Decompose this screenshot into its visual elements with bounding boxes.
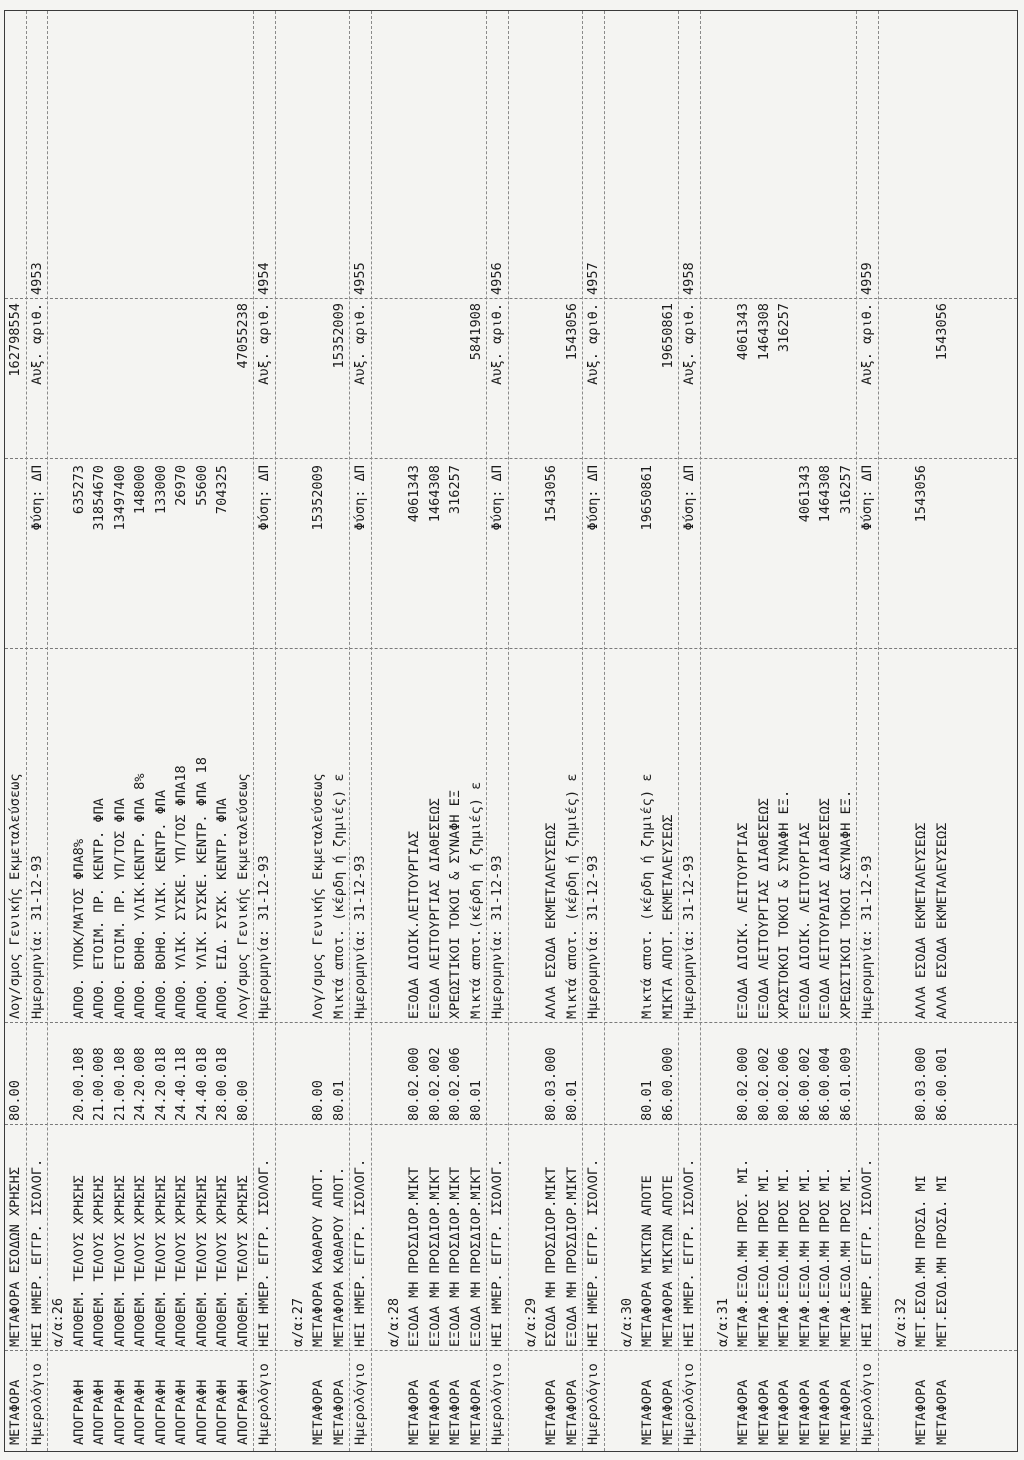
journal-row (486, 11, 509, 1451)
account-description: ΧΡΕΩΣΤΙΚΟΙ ΤΟΚΟΙ & ΣΥΝΑΦΗ ΕΞ (447, 789, 463, 1019)
entry-description: ΜΕΤΑΦ.ΕΞΟΔ.ΜΗ ΠΡΟΣ ΜΙ. (817, 1166, 833, 1347)
account-description: Μικτά αποτ. (κέρδη ή ζημιές) ε (639, 773, 655, 1019)
journal-increment-number: 4955 (352, 262, 368, 295)
ledger-line (192, 11, 213, 1451)
ledger-line (541, 11, 562, 1451)
ledger-line (212, 11, 233, 1451)
ledger-line (151, 11, 172, 1451)
debit-amount: 635273 (70, 465, 87, 515)
account-code: 24.40.118 (173, 1047, 189, 1121)
entry-description: ΜΕΤΑΦ.ΕΞΟΔ.ΜΗ ΠΡΟΣ ΜΙ. (837, 1166, 854, 1347)
entry-header (713, 11, 734, 1451)
entry-description: ΕΞΟΔΑ ΜΗ ΠΡΟΣΔΙΟΡ.ΜΙΚΤ (426, 1166, 443, 1347)
debit-amount: 1543056 (913, 465, 929, 523)
journal-label: Ημερολόγιο (489, 1363, 505, 1445)
debit-amount: 133000 (152, 465, 169, 515)
entry-type: ΜΕΤΑΦΟΡΑ (406, 1379, 422, 1445)
entry-type: ΜΕΤΑΦΟΡΑ (467, 1379, 484, 1445)
account-code: 80.02.006 (776, 1047, 792, 1121)
debit-amount: 4061343 (406, 465, 422, 523)
journal-nature: Φύση: ΔΠ (859, 465, 875, 531)
entry-gap (879, 11, 891, 1451)
entry-description: ΑΠΟΘΕΜ. ΤΕΛΟΥΣ ΧΡΗΣΗΣ (173, 1175, 189, 1347)
entry-description: ΜΕΤΑΦΟΡΑ ΜΙΚΤΩΝ ΑΠΟΤΕ (659, 1175, 676, 1347)
entry-description: ΜΕΤ.ΕΣΟΔ.ΜΗ ΠΡΟΣΔ. ΜΙ (913, 1175, 929, 1347)
account-description: ΜΙΚΤΑ ΑΠΟΤ. ΕΚΜΕΤΑΛΕΥΣΕΩΣ (659, 814, 676, 1019)
debit-amount: 1543056 (543, 465, 559, 523)
account-description: ΕΞΟΔΑ ΛΕΙΤΟΥΡΓΙΑΣ ΔΙΑΘΕΣΕΩΣ (426, 798, 443, 1019)
entry-description: ΜΕΤΑΦΟΡΑ ΜΙΚΤΩΝ ΑΠΟΤΕ (639, 1175, 655, 1347)
entry-type: ΜΕΤΑΦΟΡΑ (426, 1379, 443, 1445)
entry-type: ΜΕΤΑΦΟΡΑ (755, 1379, 772, 1445)
account-description: ΑΠΟΘ. ΒΟΗΘ. ΥΛΙΚ. ΚΕΝΤΡ. ΦΠΑ (152, 789, 169, 1019)
account-code: 86.00.002 (796, 1047, 813, 1121)
debit-amount: 26970 (173, 465, 189, 506)
debit-amount: 1464308 (426, 465, 443, 523)
entry-type: ΜΕΤΑΦΟΡΑ (796, 1379, 813, 1445)
account-description: ΧΡΕΩΣΤΙΚΟΙ ΤΟΚΟΙ &ΣΥΝΑΦΗ ΕΞ. (837, 789, 854, 1019)
journal-nature: Φύση: ΔΠ (352, 465, 368, 531)
entry-serial-number: α/α:31 (714, 1297, 731, 1347)
increment-number: 4953 (28, 262, 45, 295)
entry-description: ΜΕΤΑΦΟΡΑ ΕΣΟΔΩΝ ΧΡΗΣΗΣ (7, 1166, 23, 1347)
debit-amount: 148000 (132, 465, 148, 515)
entry-type: ΑΠΟΓΡΑΦΗ (173, 1379, 189, 1445)
journal-description: ΗΕΙ ΗΜΕΡ. ΕΓΓΡ. ΙΣΟΛΟΓ. (681, 1158, 697, 1347)
entry-description: ΜΕΤΑΦ.ΕΞΟΔ.ΜΗ ΠΡΟΣ. ΜΙ. (735, 1158, 751, 1347)
account-description: Μικτά αποτ.(κέρδη ή ζημιές) ε (467, 781, 484, 1019)
entry-type: ΜΕΤΑΦΟΡΑ (837, 1379, 854, 1445)
ledger-line (404, 11, 425, 1451)
journal-label: Ημερολόγιο (859, 1363, 875, 1445)
entry-description: ΑΠΟΘΕΜ. ΤΕΛΟΥΣ ΧΡΗΣΗΣ (132, 1175, 148, 1347)
ledger-line (754, 11, 775, 1451)
account-code: 80.00 (234, 1080, 251, 1121)
ledger-line (815, 11, 836, 1451)
account-code: 24.20.008 (132, 1047, 148, 1121)
entry-gap (509, 11, 521, 1451)
journal-increment-number: 4956 (489, 262, 505, 295)
ledger-line (637, 11, 658, 1451)
ledger-line (329, 11, 350, 1451)
credit-amount: 5841908 (467, 303, 484, 361)
entry-description: ΑΠΟΘΕΜ. ΤΕΛΟΥΣ ΧΡΗΣΗΣ (91, 1175, 107, 1347)
account-description: ΑΠΟΘ. ΒΟΗΘ. ΥΛΙΚ.ΚΕΝΤΡ. ΦΠΑ 8% (132, 773, 148, 1019)
journal-label: Ημερολόγιο (681, 1363, 697, 1445)
journal-description: ΗΕΙ ΗΜΕΡ. ΕΓΓΡ. ΙΣΟΛΟΓ. (352, 1158, 368, 1347)
entry-type: ΑΠΟΓΡΑΦΗ (193, 1379, 210, 1445)
debit-amount: 13497400 (111, 465, 128, 531)
entry-type: ΑΠΟΓΡΑΦΗ (234, 1379, 251, 1445)
account-code: 80.02.000 (735, 1047, 751, 1121)
entry-description: ΜΕΤΑΦΟΡΑ ΚΑΘΑΡΟΥ ΑΠΟΤ. (330, 1166, 347, 1347)
entry-type: ΜΕΤΑΦΟΡΑ (659, 1379, 676, 1445)
credit-amount: 1464308 (755, 303, 772, 361)
journal-label: Ημερολόγιο (256, 1363, 272, 1445)
account-description: ΑΠΟΘ. ΕΤΟΙΜ. ΠΡ. ΥΠ/ΤΟΣ ΦΠΑ (111, 798, 128, 1019)
account-description: ΕΞΟΔΑ ΔΙΟΙΚ.ΛΕΙΤΟΥΡΓΙΑΣ (406, 830, 422, 1019)
debit-amount: 316257 (447, 465, 463, 515)
entry-header (384, 11, 405, 1451)
ledger-line (425, 11, 446, 1451)
journal-description: ΗΕΙ ΗΜΕΡ. ΕΓΓΡ. ΙΣΟΛΟΓ. (859, 1158, 875, 1347)
entry-type: ΑΠΟΓΡΑΦΗ (132, 1379, 148, 1445)
entry-description: ΕΞΟΔΑ ΜΗ ΠΡΟΣΔΙΟΡ.ΜΙΚΤ (447, 1166, 463, 1347)
account-code: 24.40.018 (193, 1047, 210, 1121)
account-code: 20.00.108 (70, 1047, 87, 1121)
journal-row (678, 11, 701, 1451)
debit-amount: 704325 (214, 465, 230, 515)
account-code: 80.02.002 (426, 1047, 443, 1121)
credit-amount: 316257 (776, 303, 792, 353)
debit-amount: 316257 (837, 465, 854, 515)
ledger-line (130, 11, 151, 1451)
ledger-line (932, 11, 953, 1451)
entry-type: Ημερολόγιο (28, 1363, 45, 1445)
account-code: 21.00.108 (111, 1047, 128, 1121)
journal-nature: Φύση: ΔΠ (681, 465, 697, 531)
journal-date: Ημερομηνία: 31-12-93 (489, 855, 505, 1019)
entry-description: ΕΞΟΔΑ ΜΗ ΠΡΟΣΔΙΟΡ.ΜΙΚΤ (467, 1166, 484, 1347)
account-code: 86.01.009 (837, 1047, 854, 1121)
entry-type: ΑΠΟΓΡΑΦΗ (91, 1379, 107, 1445)
ledger-line (233, 11, 254, 1451)
entry-header (891, 11, 912, 1451)
entry-serial-number: α/α:26 (50, 1297, 66, 1347)
entry-description: ΜΕΤΑΦ.ΕΞΟΔ.ΜΗ ΠΡΟΣ ΜΙ. (776, 1166, 792, 1347)
account-code: 80.00 (7, 1080, 23, 1121)
entry-header (521, 11, 542, 1451)
account-description: ΑΠΟΘ. ΥΠΟΚ/ΜΑΤΟΣ ΦΠΑ8% (70, 838, 87, 1019)
account-description: ΧΡΩΣΤΟΚΟΙ ΤΟΚΟΙ & ΣΥΝΑΦΗ ΕΞ. (776, 789, 792, 1019)
entry-description: ΕΣΟΔΑ ΜΗ ΠΡΟΣΔΙΟΡ.ΜΙΚΤ (543, 1166, 559, 1347)
account-description: ΑΠΟΘ. ΕΙΔ. ΣΥΣΚ. ΚΕΝΤΡ. ΦΠΑ (214, 798, 230, 1019)
entry-type: ΜΕΤΑΦΟΡΑ (563, 1379, 580, 1445)
account-description: Λογ/σμος Γενικής Εκμεταλεύσεως (234, 773, 251, 1019)
ledger-line (110, 11, 131, 1451)
credit-amount: 162798554 (7, 303, 23, 377)
journal-increment-number: 4958 (681, 262, 697, 295)
ledger-line (466, 11, 487, 1451)
account-description: ΑΠΟΘ. ΕΤΟΙΜ. ΠΡ. ΚΕΝΤΡ. ΦΠΑ (91, 798, 107, 1019)
ledger-line (445, 11, 466, 1451)
entry-gap (952, 11, 964, 1451)
account-description: ΕΞΟΔΑ ΔΙΟΙΚ. ΛΕΙΤΟΥΡΓΙΑΣ (735, 822, 751, 1019)
journal-row (253, 11, 276, 1451)
entry-description: ΑΠΟΘΕΜ. ΤΕΛΟΥΣ ΧΡΗΣΗΣ (70, 1175, 87, 1347)
journal-increment-label: Αυξ. αριθ. (585, 303, 601, 385)
entry-description: ΜΕΤΑΦ.ΕΞΟΔ.ΜΗ ΠΡΟΣ ΜΙ. (796, 1166, 813, 1347)
account-description: ΑΠΟΘ. ΥΛΙΚ. ΣΥΣΚΕ. ΥΠ/ΤΟΣ ΦΠΑ18 (173, 765, 189, 1019)
account-description: ΑΛΛΑ ΕΣΟΔΑ ΕΚΜΕΤΑΛΕΥΣΕΩΣ (933, 822, 950, 1019)
ledger-line (308, 11, 329, 1451)
journal-increment-label: Αυξ. αριθ. (859, 303, 875, 385)
journal-increment-label: Αυξ. αριθ. (352, 303, 368, 385)
journal-date: Ημερομηνία: 31-12-93 (352, 855, 368, 1019)
account-code: 80.00 (310, 1080, 326, 1121)
entry-header (617, 11, 638, 1451)
debit-amount: 19650861 (639, 465, 655, 531)
account-code: 86.00.001 (933, 1047, 950, 1121)
account-description: ΕΞΟΔΑ ΛΕΙΤΟΥΡΓΙΑΣ ΔΙΑΘΕΣΕΩΣ (755, 798, 772, 1019)
entry-type: ΜΕΤΑΦΟΡΑ (913, 1379, 929, 1445)
entry-serial-number: α/α:28 (385, 1297, 402, 1347)
account-code: 80.03.000 (543, 1047, 559, 1121)
journal-description: ΗΕΙ ΗΜΕΡ. ΕΓΓΡ. ΙΣΟΛΟΓ. (489, 1158, 505, 1347)
entry-type: ΜΕΤΑΦΟΡΑ (330, 1379, 347, 1445)
ledger-line (171, 11, 192, 1451)
journal-row (27, 11, 49, 1451)
ledger-line (795, 11, 816, 1451)
entry-gap (276, 11, 288, 1451)
entry-type: ΑΠΟΓΡΑΦΗ (111, 1379, 128, 1445)
entry-gap (372, 11, 384, 1451)
journal-row (349, 11, 372, 1451)
credit-amount: 19650861 (659, 303, 676, 369)
entry-serial-number: α/α:27 (289, 1297, 306, 1347)
entry-gap (605, 11, 617, 1451)
entry-description: ΑΠΟΘΕΜ. ΤΕΛΟΥΣ ΧΡΗΣΗΣ (234, 1175, 251, 1347)
account-code: 86.00.004 (817, 1047, 833, 1121)
entry-description: ΕΞΟΔΑ ΜΗ ΠΡΟΣΔΙΟΡ.ΜΙΚΤ (563, 1166, 580, 1347)
entry-header (288, 11, 309, 1451)
ledger-line (911, 11, 932, 1451)
ledger-line (733, 11, 754, 1451)
account-code: 86.00.000 (659, 1047, 676, 1121)
journal-date: Ημερομηνία: 31-12-93 (681, 855, 697, 1019)
entry-type: ΜΕΤΑΦΟΡΑ (310, 1379, 326, 1445)
ledger-line (836, 11, 857, 1451)
ledger-line (658, 11, 679, 1451)
journal-increment-number: 4959 (859, 262, 875, 295)
debit-amount: 15352009 (310, 465, 326, 531)
account-description: Μικτά αποτ. (κέρδη ή ζημιές) ε (330, 773, 347, 1019)
journal-nature: Φύση: ΔΠ (256, 465, 272, 531)
entry-gap (701, 11, 713, 1451)
account-code: 80.02.006 (447, 1047, 463, 1121)
journal-date: Ημερομηνία: 31-12-93 (585, 855, 601, 1019)
account-description: ΕΞΟΔΑ ΔΙΟΙΚ. ΛΕΙΤΟΥΡΓΙΑΣ (796, 822, 813, 1019)
account-description: Μικτά αποτ. (κέρδη ή ζημιές) ε (563, 773, 580, 1019)
entry-description: ΑΠΟΘΕΜ. ΤΕΛΟΥΣ ΧΡΗΣΗΣ (152, 1175, 169, 1347)
debit-amount: Φύση: ΔΠ (28, 465, 45, 531)
journal-date: Ημερομηνία: 31-12-93 (859, 855, 875, 1019)
entry-description: ΑΠΟΘΕΜ. ΤΕΛΟΥΣ ΧΡΗΣΗΣ (111, 1175, 128, 1347)
entry-type: ΑΠΟΓΡΑΦΗ (214, 1379, 230, 1445)
debit-amount: 55600 (193, 465, 210, 506)
account-description: ΑΛΛΑ ΕΣΟΔΑ ΕΚΜΕΤΑΛΕΥΣΕΩΣ (543, 822, 559, 1019)
account-description: ΕΞΟΔΑ ΛΕΙΤΟΥΡΔΙΑΣ ΔΙΑΘΕΣΕΩΣ (817, 798, 833, 1019)
ledger-line (69, 11, 90, 1451)
account-code: 80.02.000 (406, 1047, 422, 1121)
journal-nature: Φύση: ΔΠ (489, 465, 505, 531)
debit-amount: 1464308 (817, 465, 833, 523)
journal-increment-label: Αυξ. αριθ. (256, 303, 272, 385)
entry-type: ΜΕΤΑΦΟΡΑ (639, 1379, 655, 1445)
entry-type: ΜΕΤΑΦΟΡΑ (447, 1379, 463, 1445)
entry-type: ΜΕΤΑΦΟΡΑ (7, 1379, 23, 1445)
carry-forward-row (5, 11, 27, 1451)
account-description: Ημερομηνία: 31-12-93 (28, 855, 45, 1019)
credit-amount: 15352009 (330, 303, 347, 369)
journal-row (856, 11, 879, 1451)
journal-date: Ημερομηνία: 31-12-93 (256, 855, 272, 1019)
account-code: 80.01 (639, 1080, 655, 1121)
account-description: ΑΛΛΑ ΕΣΟΔΑ ΕΚΜΕΤΑΛΕΥΣΕΩΣ (913, 822, 929, 1019)
ledger-frame (4, 10, 1018, 1452)
entry-type: ΜΕΤΑΦΟΡΑ (543, 1379, 559, 1445)
credit-amount: Αυξ. αριθ. (28, 303, 45, 385)
account-code: 80.02.002 (755, 1047, 772, 1121)
journal-increment-label: Αυξ. αριθ. (681, 303, 697, 385)
entry-description: ΜΕΤΑΦΟΡΑ ΚΑΘΑΡΟΥ ΑΠΟΤ. (310, 1166, 326, 1347)
account-code: 80.01 (467, 1080, 484, 1121)
entry-serial-number: α/α:32 (892, 1297, 909, 1347)
entry-description: ΗΕΙ ΗΜΕΡ. ΕΓΓΡ. ΙΣΟΛΟΓ. (28, 1158, 45, 1347)
journal-increment-number: 4954 (256, 262, 272, 295)
entry-description: ΑΠΟΘΕΜ. ΤΕΛΟΥΣ ΧΡΗΣΗΣ (193, 1175, 210, 1347)
entry-type: ΑΠΟΓΡΑΦΗ (70, 1379, 87, 1445)
credit-amount: 4061343 (735, 303, 751, 361)
account-code: 80.03.000 (913, 1047, 929, 1121)
entry-description: ΑΠΟΘΕΜ. ΤΕΛΟΥΣ ΧΡΗΣΗΣ (214, 1175, 230, 1347)
journal-increment-label: Αυξ. αριθ. (489, 303, 505, 385)
account-description: Λογ/σμος Γενικής Εκμεταλεύσεως (310, 773, 326, 1019)
ledger-line (562, 11, 583, 1451)
account-code: 80.01 (330, 1080, 347, 1121)
journal-label: Ημερολόγιο (585, 1363, 601, 1445)
account-code: 24.20.018 (152, 1047, 169, 1121)
entry-header (48, 11, 69, 1451)
entry-type: ΜΕΤΑΦΟΡΑ (817, 1379, 833, 1445)
account-code: 21.00.008 (91, 1047, 107, 1121)
entry-type: ΜΕΤΑΦΟΡΑ (933, 1379, 950, 1445)
credit-amount: 1543056 (933, 303, 950, 361)
ledger-line (89, 11, 110, 1451)
journal-label: Ημερολόγιο (352, 1363, 368, 1445)
entry-type: ΜΕΤΑΦΟΡΑ (735, 1379, 751, 1445)
entry-description: ΜΕΤ.ΕΣΟΔ.ΜΗ ΠΡΟΣΔ. ΜΙ (933, 1175, 950, 1347)
credit-amount: 1543056 (563, 303, 580, 361)
journal-description: ΗΕΙ ΗΜΕΡ. ΕΓΓΡ. ΙΣΟΛΟΓ. (585, 1158, 601, 1347)
debit-amount: 4061343 (796, 465, 813, 523)
account-code: 80.01 (563, 1080, 580, 1121)
entry-description: ΜΕΤΑΦ.ΕΞΟΔ.ΜΗ ΠΡΟΣ ΜΙ. (755, 1166, 772, 1347)
account-code: 28.00.018 (214, 1047, 230, 1121)
entry-type: ΜΕΤΑΦΟΡΑ (776, 1379, 792, 1445)
account-description: ΑΠΟΘ. ΥΛΙΚ. ΣΥΣΚΕ. ΚΕΝΤΡ. ΦΠΑ 18 (193, 757, 210, 1019)
debit-amount: 31854670 (91, 465, 107, 531)
journal-increment-number: 4957 (585, 262, 601, 295)
ledger-table (5, 11, 964, 1451)
entry-serial-number: α/α:29 (522, 1297, 539, 1347)
entry-serial-number: α/α:30 (618, 1297, 635, 1347)
entry-type: ΑΠΟΓΡΑΦΗ (152, 1379, 169, 1445)
journal-row (582, 11, 605, 1451)
journal-description: ΗΕΙ ΗΜΕΡ. ΕΓΓΡ. ΙΣΟΛΟΓ. (256, 1158, 272, 1347)
ledger-line (774, 11, 795, 1451)
journal-nature: Φύση: ΔΠ (585, 465, 601, 531)
entry-description: ΕΞΟΔΑ ΜΗ ΠΡΟΣΔΙΟΡ.ΜΙΚΤ (406, 1166, 422, 1347)
account-description: Λογ/σμος Γενικής Εκμεταλεύσεως (7, 773, 23, 1019)
credit-amount: 47055238 (234, 303, 251, 369)
